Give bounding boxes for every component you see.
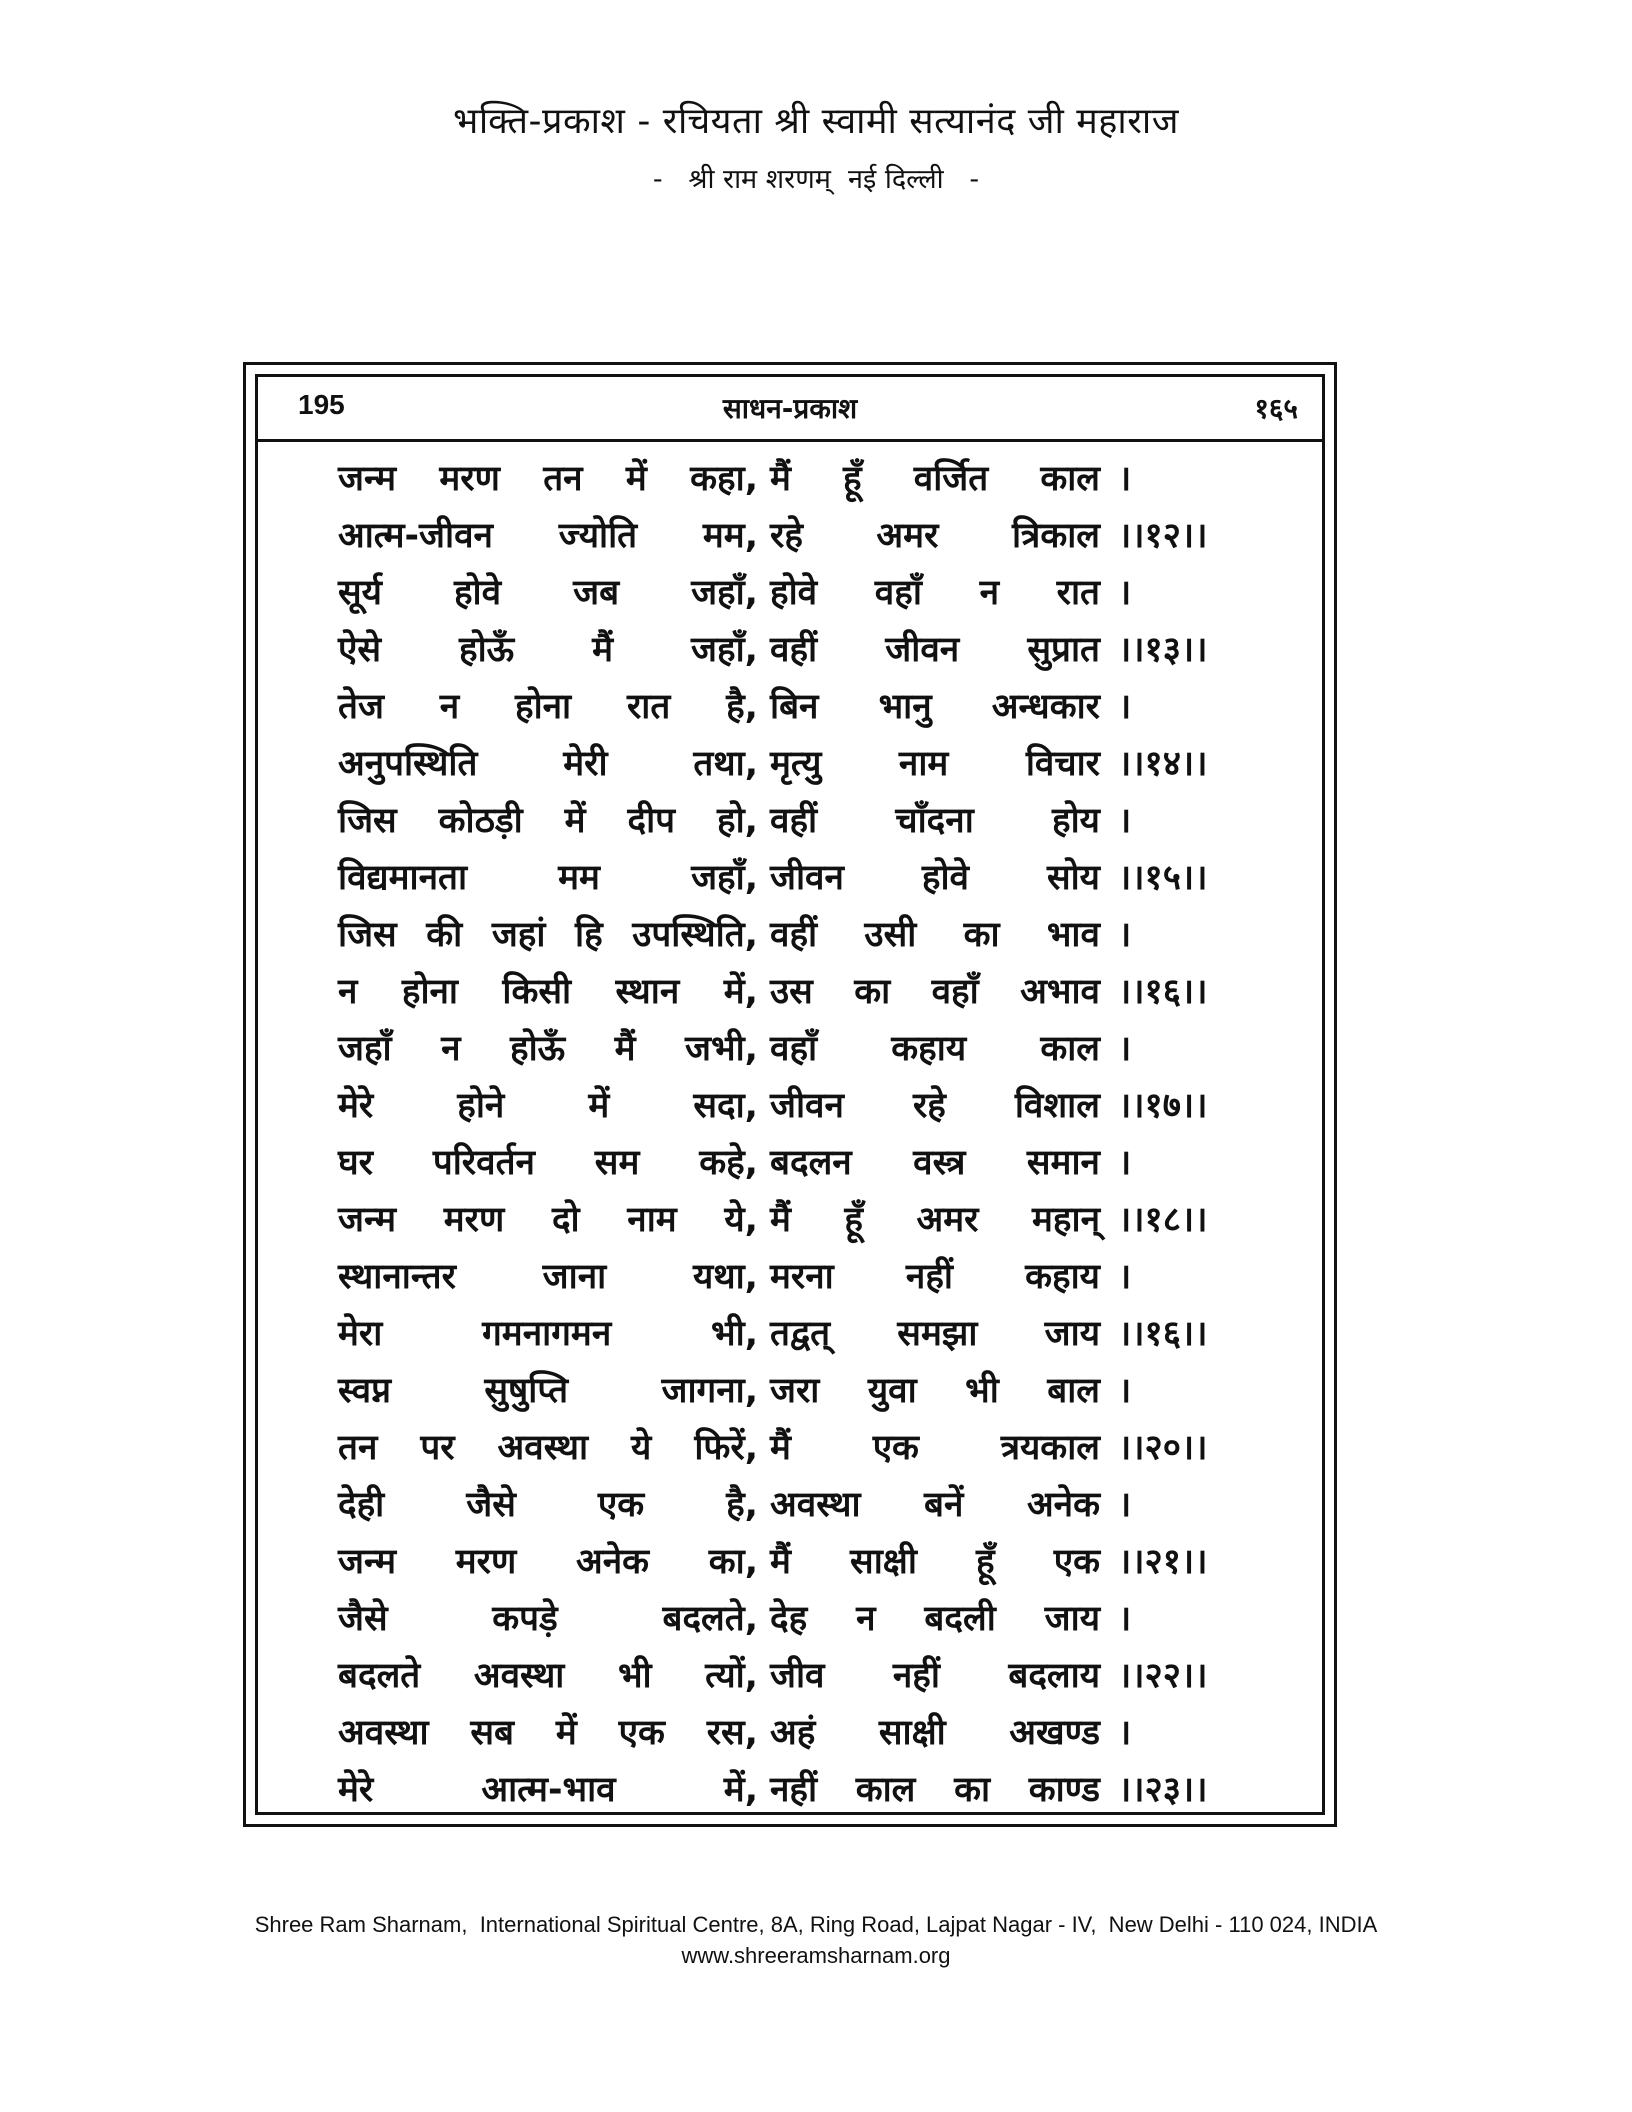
verse-word: न: [856, 1599, 876, 1639]
verse-line: [338, 850, 1268, 907]
verse-word: कहाय: [891, 1029, 967, 1069]
verse-word: मरण: [455, 1542, 517, 1582]
verse-word: जिस: [338, 915, 397, 955]
verse-word: ऐसे: [338, 630, 382, 670]
verse-first-half: [338, 508, 758, 565]
verse-word: त्यों,: [705, 1656, 758, 1696]
footer-address: Shree Ram Sharnam, International Spiritual Centre, 8A, Ring Road, Lajpat Nagar - IV, New Delhi - 110 024, INDIA: [254, 1912, 1378, 1937]
verse-word: अनुपस्थिति: [338, 744, 478, 784]
verse-word: जन्म: [338, 459, 397, 499]
verse-end-mark: ।।२३।।: [1118, 1770, 1208, 1810]
verse-first-half: [338, 850, 758, 907]
verse-end-mark: ।: [1118, 1257, 1132, 1297]
verse-second-half: [770, 679, 1100, 736]
verse-word: हो,: [717, 801, 758, 841]
verse-end-mark: ।।१८।।: [1118, 1200, 1208, 1240]
verse-second-half: [770, 1705, 1100, 1762]
verse-first-half: [338, 907, 758, 964]
verse-word: एक: [618, 1713, 665, 1753]
verse-word: रात: [626, 687, 671, 727]
verse-line: [338, 1420, 1268, 1477]
verse-word: तन: [543, 459, 583, 499]
verse-end-mark: ।: [1118, 1143, 1132, 1183]
verse-second-half: [770, 736, 1100, 793]
verse-line: [338, 1363, 1268, 1420]
verse-word: स्वप्न: [338, 1371, 391, 1411]
verse-word: देही: [338, 1485, 385, 1525]
verse-word: मरण: [443, 1200, 505, 1240]
verse-second-half: [770, 508, 1100, 565]
verse-line: [338, 736, 1268, 793]
verse-word: हूँ: [843, 459, 862, 499]
verse-second-half: [770, 1420, 1100, 1477]
verse-line: [338, 1249, 1268, 1306]
verse-word: मरना: [770, 1257, 834, 1297]
verse-word: नहीं: [892, 1656, 940, 1696]
verse-second-half: [770, 451, 1100, 508]
verse-line: [338, 907, 1268, 964]
verse-word: अभाव: [1020, 972, 1100, 1012]
verse-word: त्रयकाल: [1000, 1428, 1100, 1468]
verse-word: जरा: [770, 1371, 820, 1411]
verse-word: नाम: [627, 1200, 677, 1240]
verse-word: बदलन: [770, 1143, 852, 1183]
verse-word: का: [963, 915, 1000, 955]
verse-word: अवस्था: [473, 1656, 565, 1696]
verse-word: काल: [1040, 1029, 1100, 1069]
verse-word: बनें: [924, 1485, 964, 1525]
verse-first-half: [338, 736, 758, 793]
verse-line: [338, 1078, 1268, 1135]
verse-end-mark: ।।२०।।: [1118, 1428, 1208, 1468]
verse-end-mark: ।।२२।।: [1118, 1656, 1208, 1696]
verse-end-mark: ।: [1118, 1371, 1132, 1411]
verse-word: बदलते: [338, 1656, 421, 1696]
verse-word: त्रिकाल: [1011, 516, 1100, 556]
verse-word: किसी: [502, 972, 572, 1012]
verse-word: पर: [420, 1428, 455, 1468]
verse-word: है,: [726, 687, 758, 727]
verse-word: अमर: [876, 516, 939, 556]
verse-first-half: [338, 964, 758, 1021]
verse-word: मैं: [770, 1200, 791, 1240]
verse-line: [338, 679, 1268, 736]
verse-end-mark: ।: [1118, 1713, 1132, 1753]
verse-word: जागना,: [661, 1371, 758, 1411]
verse-first-half: [338, 1135, 758, 1192]
verse-word: यथा,: [692, 1257, 758, 1297]
verse-line: [338, 1762, 1268, 1819]
verse-end-mark: ।: [1118, 573, 1132, 613]
verse-word: जहाँ,: [691, 630, 758, 670]
verse-word: रहे: [912, 1086, 946, 1126]
verse-word: ये: [631, 1428, 652, 1468]
verse-first-half: [338, 1591, 758, 1648]
verse-line: [338, 1021, 1268, 1078]
verse-end-mark: ।।१३।।: [1118, 630, 1208, 670]
verse-word: का: [954, 1770, 991, 1810]
verse-word: स्थानान्तर: [338, 1257, 456, 1297]
verse-word: बदली: [924, 1599, 996, 1639]
verse-block: [338, 451, 1268, 1819]
verse-word: जैसे: [466, 1485, 516, 1525]
verse-word: होऊँ: [459, 630, 515, 670]
verse-word: जीव: [770, 1656, 825, 1696]
verse-word: तथा,: [693, 744, 758, 784]
verse-word: जभी,: [685, 1029, 758, 1069]
verse-word: अनेक: [576, 1542, 650, 1582]
verse-word: में,: [723, 972, 758, 1012]
verse-end-mark: ।: [1118, 1485, 1132, 1525]
verse-word: मेरा: [338, 1314, 383, 1354]
verse-word: सुषुप्ति: [484, 1371, 569, 1411]
verse-word: अवस्था: [770, 1485, 861, 1525]
verse-end-mark: ।।१२।।: [1118, 516, 1208, 556]
verse-second-half: [770, 850, 1100, 907]
verse-second-half: [770, 1135, 1100, 1192]
verse-end-mark: ।।१४।।: [1118, 744, 1208, 784]
verse-line: [338, 1648, 1268, 1705]
verse-word: तद्वत्: [770, 1314, 831, 1354]
verse-word: दीप: [627, 801, 676, 841]
verse-word: न: [979, 573, 999, 613]
verse-first-half: [338, 1021, 758, 1078]
verse-word: में: [588, 1086, 610, 1126]
verse-word: मैं: [770, 1428, 791, 1468]
verse-line: [338, 508, 1268, 565]
verse-word: सम: [594, 1143, 640, 1183]
verse-first-half: [338, 451, 758, 508]
verse-line: [338, 451, 1268, 508]
verse-word: नहीं: [770, 1770, 818, 1810]
verse-word: जन्म: [338, 1542, 397, 1582]
verse-end-mark: ।: [1118, 687, 1132, 727]
verse-first-half: [338, 1648, 758, 1705]
verse-word: वहीं: [770, 915, 818, 955]
verse-word: होय: [1052, 801, 1100, 841]
verse-word: कपड़े: [492, 1599, 558, 1639]
verse-word: वहीं: [770, 630, 818, 670]
verse-word: जन्म: [338, 1200, 397, 1240]
verse-word: भी: [965, 1371, 999, 1411]
verse-word: जब: [573, 573, 620, 613]
verse-word: मैं: [770, 459, 791, 499]
verse-word: मम: [558, 858, 600, 898]
verse-first-half: [338, 1078, 758, 1135]
verse-first-half: [338, 1477, 758, 1534]
verse-word: भाव: [1046, 915, 1100, 955]
verse-word: काल: [1040, 459, 1100, 499]
page-number-devanagari: १६५: [1254, 392, 1298, 425]
page-header: [258, 377, 1322, 442]
verse-second-half: [770, 1534, 1100, 1591]
running-head: साधन-प्रकाश: [722, 392, 858, 425]
verse-second-half: [770, 1306, 1100, 1363]
verse-first-half: [338, 1705, 758, 1762]
verse-end-mark: ।: [1118, 1599, 1132, 1639]
verse-word: उपस्थिति,: [632, 915, 758, 955]
verse-word: में: [625, 459, 647, 499]
verse-line: [338, 1192, 1268, 1249]
verse-word: विचार: [1025, 744, 1100, 784]
inner-border: [255, 374, 1325, 1815]
verse-word: जिस: [338, 801, 397, 841]
verse-word: वस्त्र: [913, 1143, 966, 1183]
footer-website: www.shreeramsharnam.org: [681, 1943, 951, 1968]
verse-first-half: [338, 622, 758, 679]
verse-word: मैं: [770, 1542, 791, 1582]
verse-word: वहाँ: [931, 972, 979, 1012]
verse-word: ज्योति: [558, 516, 638, 556]
verse-second-half: [770, 964, 1100, 1021]
verse-line: [338, 793, 1268, 850]
verse-word: रात: [1056, 573, 1100, 613]
verse-word: अवस्था: [338, 1713, 429, 1753]
verse-word: नाम: [898, 744, 949, 784]
verse-first-half: [338, 1420, 758, 1477]
verse-word: न: [441, 1029, 461, 1069]
verse-line: [338, 1135, 1268, 1192]
verse-second-half: [770, 1591, 1100, 1648]
verse-word: न: [439, 687, 460, 727]
verse-word: विद्यमानता: [338, 858, 468, 898]
verse-word: जीवन: [770, 1086, 844, 1126]
verse-first-half: [338, 679, 758, 736]
verse-word: काण्ड: [1028, 1770, 1100, 1810]
verse-word: साक्षी: [878, 1713, 946, 1753]
verse-end-mark: ।: [1118, 459, 1132, 499]
verse-end-mark: ।।१६।।: [1118, 1314, 1208, 1354]
verse-word: ये,: [724, 1200, 758, 1240]
verse-end-mark: ।।२१।।: [1118, 1542, 1208, 1582]
verse-word: मैं: [614, 1029, 636, 1069]
verse-second-half: [770, 622, 1100, 679]
verse-word: जाय: [1044, 1599, 1100, 1639]
verse-first-half: [338, 1249, 758, 1306]
verse-word: मेरी: [563, 744, 608, 784]
verse-word: काल: [855, 1770, 916, 1810]
verse-word: चाँदना: [895, 801, 974, 841]
verse-second-half: [770, 907, 1100, 964]
verse-word: स्थान: [615, 972, 680, 1012]
verse-word: में,: [723, 1770, 758, 1810]
verse-word: सूर्य: [338, 573, 382, 613]
verse-word: जहाँ,: [691, 573, 758, 613]
verse-second-half: [770, 1477, 1100, 1534]
scanned-page-frame: [243, 362, 1337, 1827]
verse-word: में: [564, 801, 586, 841]
document-subtitle: - श्री राम शरणम् नई दिल्ली -: [652, 164, 980, 195]
verse-word: जाय: [1044, 1314, 1100, 1354]
verse-word: बाल: [1047, 1371, 1100, 1411]
verse-word: मम,: [702, 516, 758, 556]
verse-word: मेरे: [338, 1086, 374, 1126]
verse-line: [338, 964, 1268, 1021]
verse-line: [338, 1591, 1268, 1648]
verse-word: एक: [597, 1485, 645, 1525]
verse-first-half: [338, 793, 758, 850]
verse-word: बदलते,: [662, 1599, 758, 1639]
verse-word: का,: [708, 1542, 758, 1582]
verse-word: कहे,: [699, 1143, 758, 1183]
verse-word: फिरें,: [694, 1428, 758, 1468]
verse-word: मेरे: [338, 1770, 374, 1810]
verse-line: [338, 1534, 1268, 1591]
verse-second-half: [770, 1021, 1100, 1078]
verse-word: सब: [470, 1713, 515, 1753]
page-number-arabic: 195: [298, 389, 345, 420]
verse-second-half: [770, 1249, 1100, 1306]
verse-word: जीवन: [770, 858, 844, 898]
verse-word: सोय: [1046, 858, 1100, 898]
verse-word: होना: [514, 687, 572, 727]
verse-word: सुप्रात: [1027, 630, 1100, 670]
verse-word: का: [854, 972, 891, 1012]
verse-word: होना: [401, 972, 458, 1012]
verse-line: [338, 1477, 1268, 1534]
verse-first-half: [338, 1306, 758, 1363]
verse-line: [338, 622, 1268, 679]
verse-second-half: [770, 1648, 1100, 1705]
verse-end-mark: ।: [1118, 801, 1132, 841]
document-title: भक्ति-प्रकाश - रचियता श्री स्वामी सत्यानंद जी महाराज: [453, 101, 1179, 142]
verse-word: समान: [1026, 1143, 1100, 1183]
verse-word: भानु: [878, 687, 932, 727]
verse-word: अमर: [916, 1200, 979, 1240]
verse-word: वहाँ: [770, 1029, 818, 1069]
verse-word: वर्जित: [913, 459, 989, 499]
verse-end-mark: ।: [1118, 1029, 1132, 1069]
verse-first-half: [338, 565, 758, 622]
verse-first-half: [338, 1762, 758, 1819]
verse-word: उस: [770, 972, 813, 1012]
verse-end-mark: ।।१६।।: [1118, 972, 1208, 1012]
verse-word: हूँ: [844, 1200, 864, 1240]
verse-second-half: [770, 1192, 1100, 1249]
verse-word: अनेक: [1026, 1485, 1100, 1525]
verse-word: मृत्यु: [770, 744, 822, 784]
verse-word: युवा: [867, 1371, 917, 1411]
verse-word: साक्षी: [850, 1542, 917, 1582]
verse-word: आत्म-जीवन: [338, 516, 493, 556]
verse-end-mark: ।।१७।।: [1118, 1086, 1208, 1126]
verse-word: होऊँ: [510, 1029, 566, 1069]
verse-second-half: [770, 1762, 1100, 1819]
verse-word: नहीं: [905, 1257, 953, 1297]
verse-word: होने: [457, 1086, 505, 1126]
verse-word: गमनागमन: [482, 1314, 612, 1354]
verse-word: है,: [726, 1485, 758, 1525]
verse-word: वहाँ: [874, 573, 922, 613]
verse-word: बिन: [770, 687, 819, 727]
verse-word: घर: [338, 1143, 374, 1183]
verse-second-half: [770, 565, 1100, 622]
verse-word: उसी: [864, 915, 917, 955]
verse-word: भी: [617, 1656, 652, 1696]
verse-word: बदलाय: [1008, 1656, 1100, 1696]
verse-line: [338, 1306, 1268, 1363]
verse-line: [338, 1705, 1268, 1762]
verse-word: हि: [575, 915, 603, 955]
verse-word: जहाँ,: [691, 858, 758, 898]
verse-word: वहीं: [770, 801, 818, 841]
verse-word: मरण: [439, 459, 500, 499]
verse-word: जहां: [491, 915, 546, 955]
verse-word: सदा,: [693, 1086, 758, 1126]
verse-line: [338, 565, 1268, 622]
verse-word: होवे: [921, 858, 969, 898]
verse-word: कोठड़ी: [438, 801, 523, 841]
verse-word: भी,: [711, 1314, 758, 1354]
verse-second-half: [770, 1363, 1100, 1420]
verse-word: होवे: [770, 573, 818, 613]
verse-word: देह: [770, 1599, 808, 1639]
verse-word: तेज: [338, 687, 384, 727]
verse-word: अखण्ड: [1009, 1713, 1100, 1753]
verse-word: रहे: [770, 516, 803, 556]
verse-word: तन: [338, 1428, 378, 1468]
verse-word: जीवन: [885, 630, 960, 670]
verse-end-mark: ।।१५।।: [1118, 858, 1208, 898]
verse-word: होवे: [453, 573, 502, 613]
verse-word: एक: [1053, 1542, 1100, 1582]
verse-second-half: [770, 793, 1100, 850]
verse-word: अन्धकार: [991, 687, 1100, 727]
verse-word: आत्म-भाव: [481, 1770, 616, 1810]
verse-word: जैसे: [338, 1599, 388, 1639]
verse-word: अहं: [770, 1713, 816, 1753]
verse-word: एक: [872, 1428, 919, 1468]
verse-word: कहा,: [690, 459, 758, 499]
verse-word: कहाय: [1025, 1257, 1100, 1297]
verse-word: महान्: [1031, 1200, 1100, 1240]
verse-word: मैं: [592, 630, 614, 670]
verse-word: दो: [551, 1200, 580, 1240]
verse-first-half: [338, 1192, 758, 1249]
verse-first-half: [338, 1363, 758, 1420]
verse-word: हूँ: [976, 1542, 995, 1582]
verse-first-half: [338, 1534, 758, 1591]
verse-end-mark: ।: [1118, 915, 1132, 955]
verse-word: जहाँ: [338, 1029, 392, 1069]
verse-word: अवस्था: [497, 1428, 589, 1468]
verse-second-half: [770, 1078, 1100, 1135]
verse-word: जाना: [542, 1257, 607, 1297]
verse-word: की: [426, 915, 463, 955]
verse-word: रस,: [706, 1713, 758, 1753]
verse-word: में: [555, 1713, 577, 1753]
verse-word: विशाल: [1014, 1086, 1100, 1126]
verse-word: न: [338, 972, 358, 1012]
verse-word: परिवर्तन: [432, 1143, 535, 1183]
verse-word: समझा: [897, 1314, 978, 1354]
